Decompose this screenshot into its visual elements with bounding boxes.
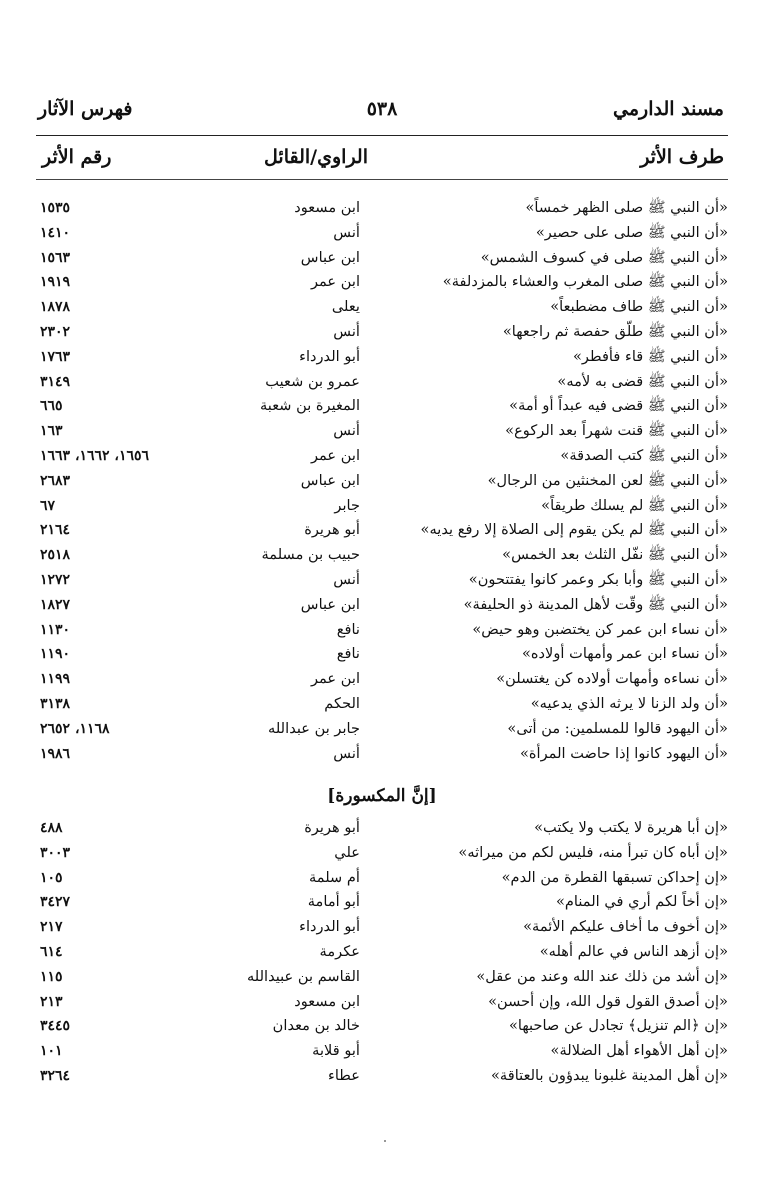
page-number: ٥٣٨ <box>366 98 398 120</box>
narrator: نافع <box>336 620 360 638</box>
entry-text: «أن النبي ﷺ صلى على حصير» <box>535 223 728 241</box>
narrator: أبو الدرداء <box>299 918 360 936</box>
index-row <box>36 866 728 891</box>
narrator: يعلى <box>331 298 360 316</box>
entry-text: «أن النبي ﷺ طلّق حفصة ثم راجعها» <box>502 322 728 340</box>
entry-text: «أن النبي ﷺ قضى به لأمه» <box>557 372 728 390</box>
hadith-number: ٢٣٠٢ <box>40 323 71 340</box>
index-row <box>36 841 728 866</box>
index-row <box>36 1039 728 1064</box>
index-row <box>36 816 728 841</box>
narrator: جابر <box>334 496 360 514</box>
hadith-number: ٤٨٨ <box>40 820 63 836</box>
narrator: ابن عمر <box>310 273 360 291</box>
hadith-number: ١٩٨٦ <box>40 745 71 762</box>
index-row <box>36 469 728 494</box>
hadith-number: ٣٤٤٥ <box>40 1018 71 1035</box>
narrator: أبو الدرداء <box>299 347 360 365</box>
entry-text: «أن النبي ﷺ كتب الصدقة» <box>560 446 728 464</box>
index-row <box>36 692 728 717</box>
book-title: مسند الدارمي <box>613 98 724 120</box>
hadith-number: ١٨٧٨ <box>40 299 71 316</box>
index-row <box>36 717 728 742</box>
hadith-number: ١١٩٠ <box>40 646 71 663</box>
index-row <box>36 1064 728 1089</box>
narrator: أبو هريرة <box>304 521 360 539</box>
hadith-number: ١١٣٠ <box>40 621 71 638</box>
entry-text: «إن أباه كان تبرأ منه، فليس لكم من ميراثه» <box>458 843 728 861</box>
column-header-tarf: طرف الأثر <box>640 146 724 168</box>
index-row <box>36 890 728 915</box>
narrator: عطاء <box>328 1066 360 1084</box>
hadith-number: ١٦٥٦، ١٦٦٢، ١٦٦٣ <box>40 447 150 464</box>
column-header-rawi: الراوي/القائل <box>264 146 368 168</box>
entry-text: «أن النبي ﷺ طاف مضطبعاً» <box>550 298 728 316</box>
hadith-number: ٣١٤٩ <box>40 373 71 390</box>
narrator: أنس <box>333 744 360 762</box>
index-row <box>36 742 728 767</box>
index-row <box>36 444 728 469</box>
running-head <box>36 98 728 128</box>
entry-text: «أن ولد الزنا لا يرثه الذي يدعيه» <box>530 694 728 712</box>
entry-text: «أن النبي ﷺ وقّت لأهل المدينة ذو الحليفة» <box>463 595 728 613</box>
entry-text: «إن أهل المدينة غلبونا يبدؤون بالعتاقة» <box>490 1066 728 1084</box>
column-header-raqm: رقم الأثر <box>42 146 112 168</box>
narrator: ابن مسعود <box>294 199 360 216</box>
column-headers <box>36 146 728 174</box>
index-row <box>36 667 728 692</box>
hadith-number: ١١٩٩ <box>40 671 71 688</box>
entry-text: «أن النبي ﷺ صلى المغرب والعشاء بالمزدلفة» <box>442 273 728 291</box>
narrator: جابر بن عبدالله <box>268 719 360 737</box>
index-list-anna <box>36 196 728 766</box>
entry-text: «إن أزهد الناس في عالم أهله» <box>539 942 728 960</box>
hadith-number: ١٩١٩ <box>40 274 71 291</box>
entry-text: «إن إحداكن تسبقها القطرة من الدم» <box>501 868 728 886</box>
narrator: أم سلمة <box>308 868 360 886</box>
narrator: حبيب بن مسلمة <box>261 546 360 564</box>
entry-text: «أن اليهود كانوا إذا حاضت المرأة» <box>519 744 728 762</box>
entry-text: «أن النبي ﷺ لم يسلك طريقاً» <box>541 496 728 514</box>
hadith-number: ٣٤٢٧ <box>40 894 71 911</box>
entry-text: «أن النبي ﷺ صلى في كسوف الشمس» <box>480 248 728 266</box>
narrator: أبو هريرة <box>304 819 360 836</box>
index-row <box>36 543 728 568</box>
entry-text: «أن النبي ﷺ لعن المخنثين من الرجال» <box>487 471 728 489</box>
hadith-number: ١٤١٠ <box>40 224 71 241</box>
entry-text: «أن نساءه وأمهات أولاده كن يغتسلن» <box>496 670 728 688</box>
narrator: المغيرة بن شعبة <box>259 397 360 415</box>
narrator: ابن عمر <box>310 670 360 688</box>
index-row <box>36 394 728 419</box>
index-row <box>36 295 728 320</box>
narrator: أنس <box>333 223 360 241</box>
index-row <box>36 568 728 593</box>
hadith-number: ٢١٧ <box>40 919 63 936</box>
narrator: عمرو بن شعيب <box>265 372 360 390</box>
entry-text: «إن ﴿الم تنزيل﴾ تجادل عن صاحبها» <box>508 1017 728 1035</box>
index-row <box>36 990 728 1015</box>
index-row <box>36 494 728 519</box>
hadith-number: ١٥٣٥ <box>40 200 71 216</box>
narrator: ابن مسعود <box>294 992 360 1010</box>
hadith-number: ٦١٤ <box>40 943 63 960</box>
narrator: نافع <box>336 645 360 663</box>
index-row <box>36 965 728 990</box>
narrator: ابن عمر <box>310 446 360 464</box>
narrator: أبو قلابة <box>312 1042 360 1060</box>
entry-text: «أن نساء ابن عمر كن يختضبن وهو حيض» <box>472 620 728 638</box>
index-row <box>36 221 728 246</box>
index-row <box>36 419 728 444</box>
index-row <box>36 320 728 345</box>
section-title: [إنَّ المكسورة] <box>327 786 437 806</box>
hadith-number: ١١٦٨، ٢٦٥٢ <box>40 720 110 737</box>
hadith-number: ١٦٣ <box>40 423 63 440</box>
narrator: القاسم بن عبيدالله <box>246 967 360 985</box>
hadith-number: ٦٧ <box>40 497 56 514</box>
entry-text: «أن النبي ﷺ قنت شهراً بعد الركوع» <box>505 422 728 440</box>
entry-text: «إن أبا هريرة لا يكتب ولا يكتب» <box>534 819 728 836</box>
narrator: ابن عباس <box>300 471 360 489</box>
entry-text: «إن أشد من ذلك عند الله وعند من عقل» <box>476 967 728 985</box>
hadith-number: ٣٢٦٤ <box>40 1067 71 1084</box>
narrator: علي <box>334 843 360 861</box>
hadith-number: ١٠٥ <box>40 869 63 886</box>
header-divider <box>36 135 728 136</box>
hadith-number: ١٥٦٣ <box>40 249 71 266</box>
entry-text: «أن النبي ﷺ وأبا بكر وعمر كانوا يفتتحون» <box>468 570 728 588</box>
hadith-number: ٢١٣ <box>40 993 63 1010</box>
hadith-number: ٣٠٠٣ <box>40 844 71 861</box>
index-title: فهرس الآثار <box>38 98 133 120</box>
index-row <box>36 915 728 940</box>
index-row <box>36 940 728 965</box>
index-row <box>36 196 728 221</box>
index-row <box>36 1014 728 1039</box>
entry-text: «أن اليهود قالوا للمسلمين: من أتى» <box>507 719 728 737</box>
hadith-number: ٢١٦٤ <box>40 522 71 539</box>
column-header-divider <box>36 179 728 180</box>
entry-text: «أن النبي ﷺ نفّل الثلث بعد الخمس» <box>502 546 728 564</box>
entry-text: «أن النبي ﷺ قاء فأفطر» <box>573 347 728 365</box>
entry-text: «إن أخاً لكم أري في المنام» <box>555 893 728 911</box>
index-row <box>36 642 728 667</box>
narrator: ابن عباس <box>300 248 360 266</box>
narrator: أنس <box>333 570 360 588</box>
index-row <box>36 345 728 370</box>
narrator: خالد بن معدان <box>272 1017 360 1035</box>
entry-text: «إن أصدق القول قول الله، وإن أحسن» <box>488 992 728 1010</box>
entry-text: «إن أهل الأهواء أهل الضلالة» <box>550 1042 728 1060</box>
index-row <box>36 246 728 271</box>
entry-text: «أن النبي ﷺ قضى فيه عبداً أو أمة» <box>509 397 728 415</box>
narrator: عكرمة <box>319 942 360 960</box>
hadith-number: ١٢٧٢ <box>40 571 71 588</box>
index-list-inna <box>36 816 728 1089</box>
entry-text: «أن النبي ﷺ لم يكن يقوم إلى الصلاة إلا رفع يديه» <box>420 521 728 539</box>
index-row <box>36 618 728 643</box>
hadith-number: ١٧٦٣ <box>40 348 71 365</box>
scan-speck <box>384 1140 386 1142</box>
narrator: أنس <box>333 322 360 340</box>
hadith-number: ٢٦٨٣ <box>40 472 71 489</box>
hadith-number: ١١٥ <box>40 968 63 985</box>
hadith-number: ١٨٢٧ <box>40 596 71 613</box>
entry-text: «أن نساء ابن عمر وأمهات أولاده» <box>521 645 728 663</box>
narrator: ابن عباس <box>300 595 360 613</box>
hadith-number: ١٠١ <box>40 1043 63 1060</box>
index-row <box>36 518 728 543</box>
narrator: الحكم <box>324 694 360 712</box>
index-row <box>36 270 728 295</box>
narrator: أبو أمامة <box>307 893 360 911</box>
index-row <box>36 370 728 395</box>
entry-text: «إن أخوف ما أخاف عليكم الأئمة» <box>523 918 728 936</box>
hadith-number: ٢٥١٨ <box>40 547 71 564</box>
hadith-number: ٣١٣٨ <box>40 695 71 712</box>
index-row <box>36 593 728 618</box>
narrator: أنس <box>333 422 360 440</box>
hadith-number: ٦٦٥ <box>40 398 63 415</box>
entry-text: «أن النبي ﷺ صلى الظهر خمساً» <box>525 199 728 216</box>
